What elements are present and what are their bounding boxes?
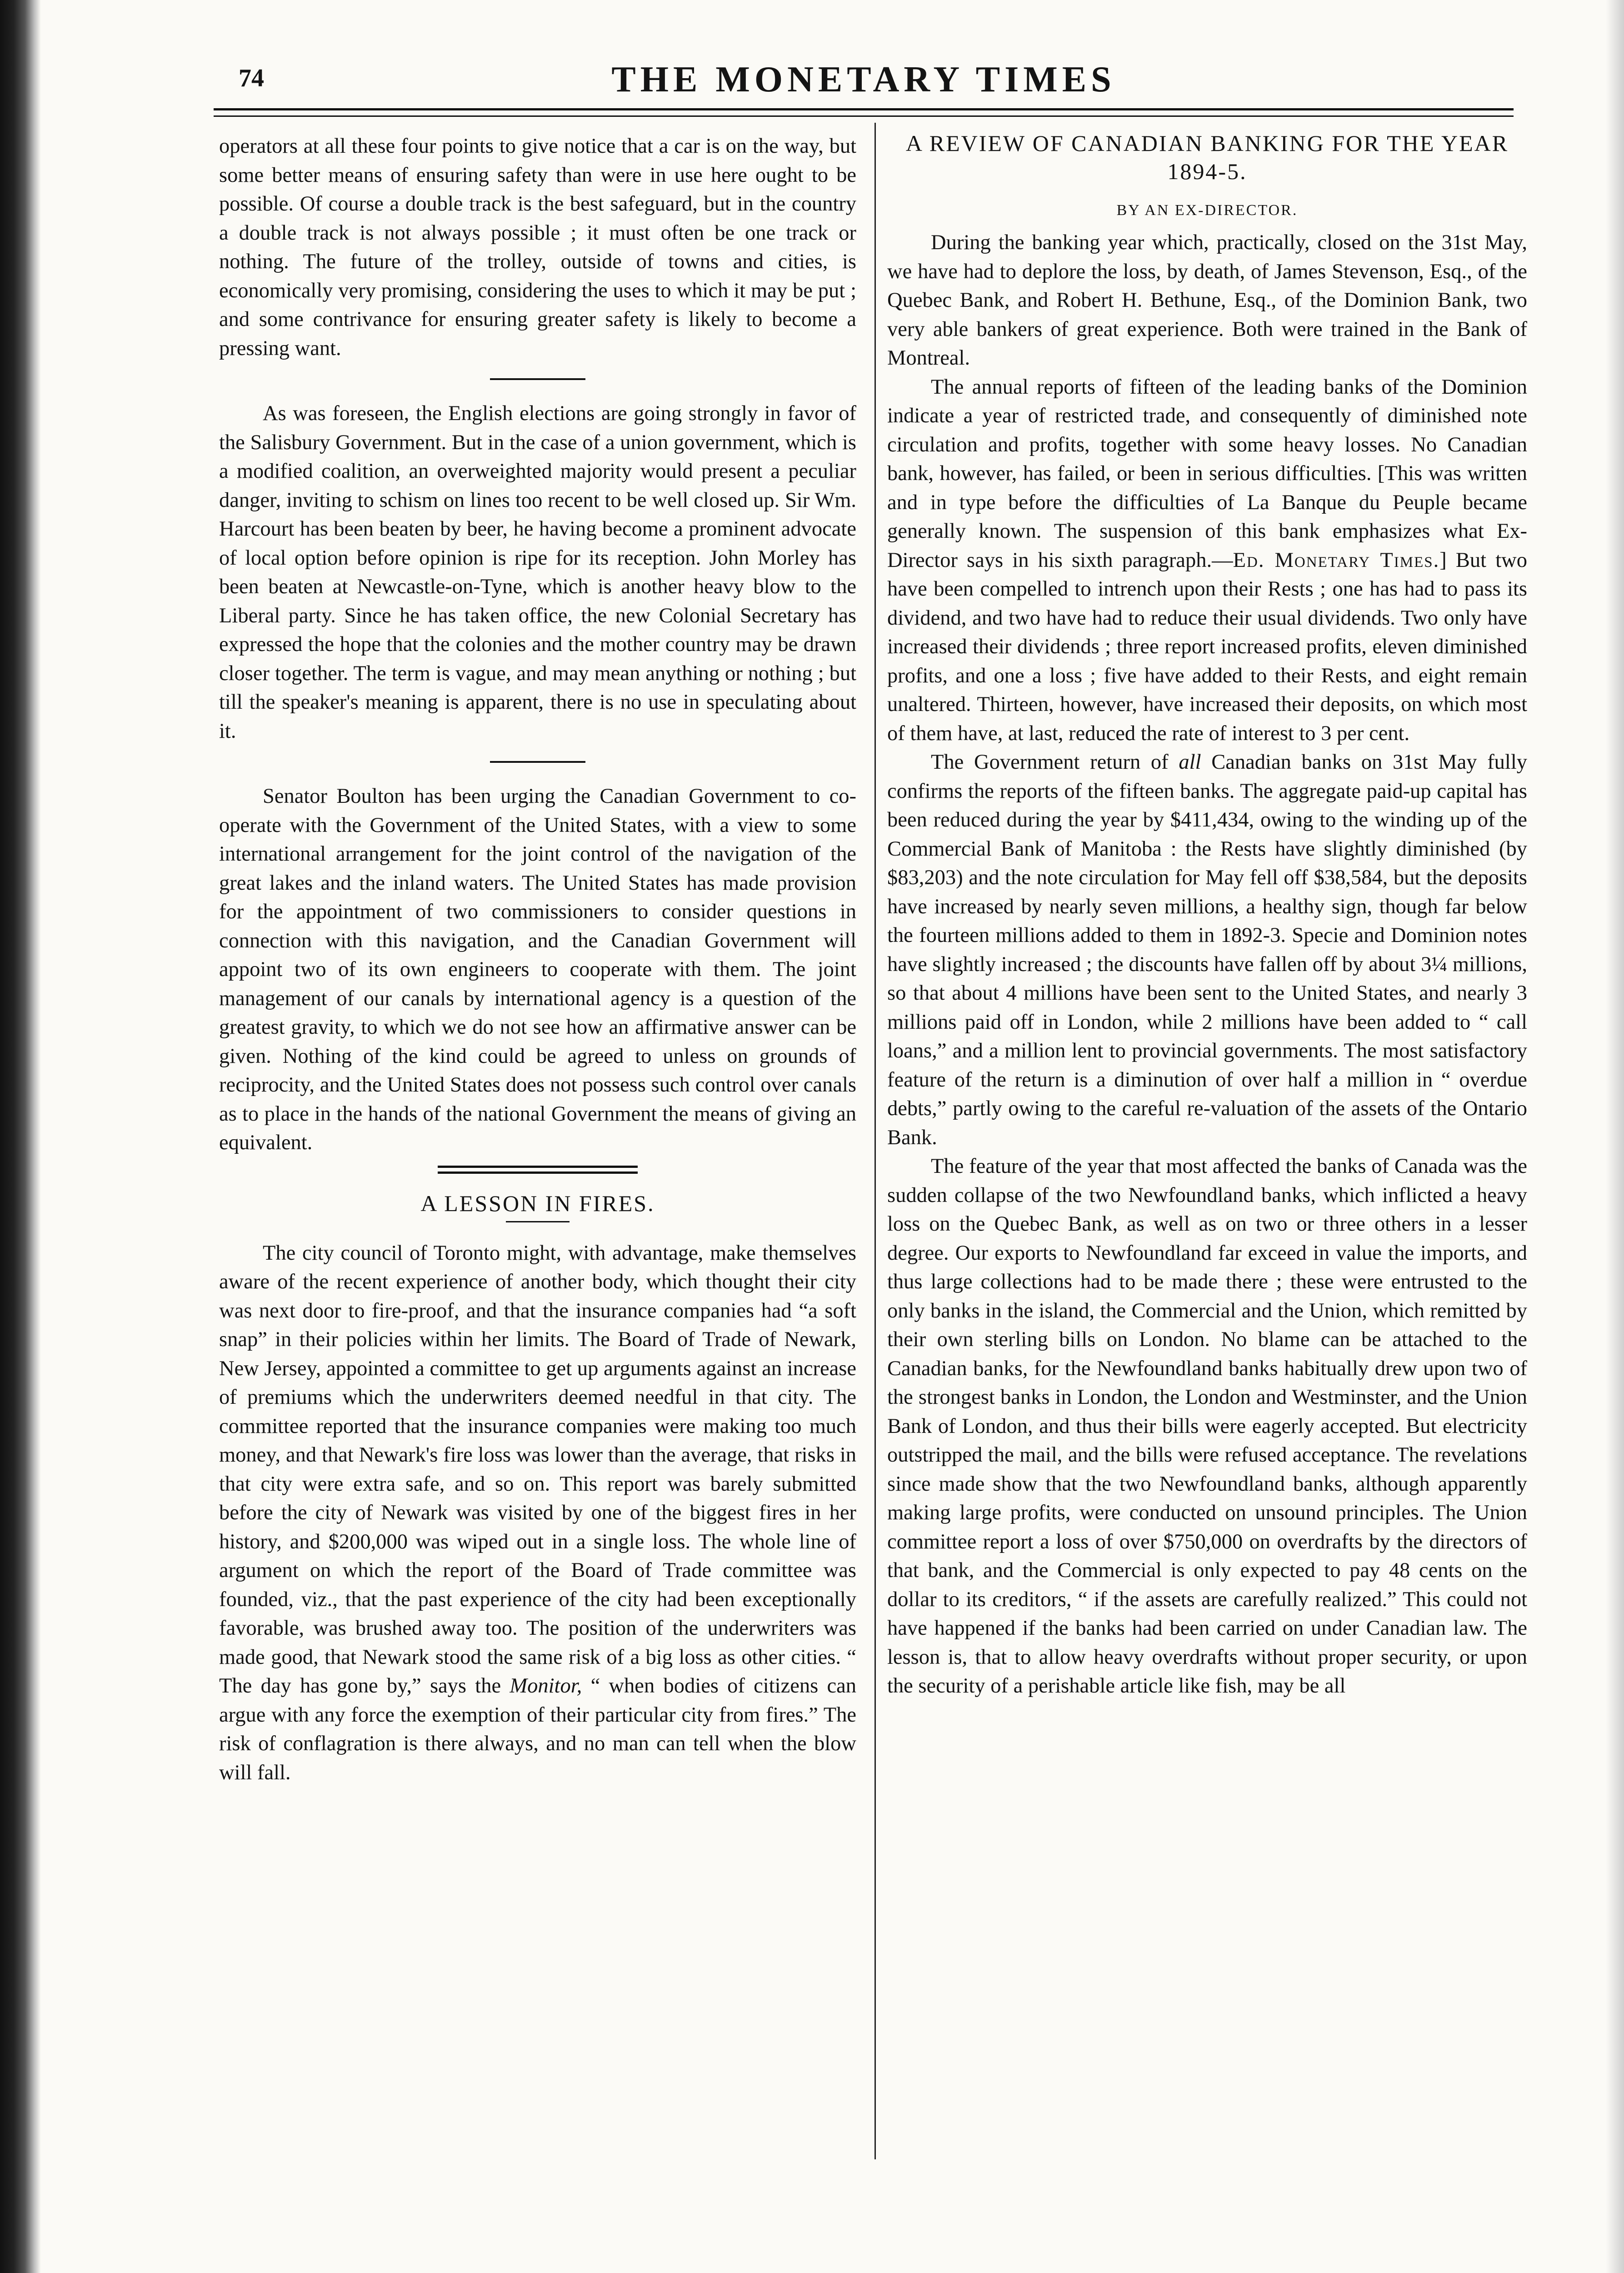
trolley-paragraph: operators at all these four points to give notice that a car is on the way, but some better means of ensuring safety than were in use here ought to be possible. Of course a double track is the best safeguard, but in the country a double track is not always possible ; it must often be one track or nothing. The future of the trolley, outside of towns and cities, is economically very promising, considering the uses to which it may be put ; and some contrivance for ensuring greater safety is likely to become a pressing want. — [219, 135, 856, 360]
column-divider — [874, 123, 876, 2159]
banking-paragraph-3 — [887, 748, 1527, 1152]
article-byline: BY AN EX-DIRECTOR. — [1116, 202, 1298, 219]
page-header — [218, 60, 1509, 109]
fires-paragraph — [219, 1239, 856, 1787]
banking-review-heading: A REVIEW OF CANADIAN BANKING FOR THE YEAR 1894-5. — [905, 130, 1509, 184]
header-rule-thick — [214, 108, 1514, 110]
banking-paragraph-1: During the banking year which, practically, closed on the 31st May, we have had to deplore the loss, by death, of James Stevenson, Esq., of the Quebec Bank, and Robert H. Bethune, Esq., of the Dominion Bank, two very able bankers of great experience. Both were trained in the Bank of Montreal. — [887, 231, 1527, 370]
english-elections-paragraph: As was foreseen, the English elections are going strongly in favor of the Salisbury Government. But in the case of a union government, which is a modified coalition, an overweighted majority would present a peculiar danger, inviting to schism on lines too recent to be well closed up. Sir Wm. Harcourt has been beaten by beer, he having become a prominent advocate of local option before opinion is ripe for its reception. John Morley has been beaten at Newcastle-on-Tyne, which is another heavy blow to the Liberal party. Since he has taken office, the new Colonial Secretary has expressed the hope that the colonies and the mother country may be drawn closer together. The term is vague, and may mean anything or nothing ; but till the speaker's meaning is apparent, there is no use in speculating about it. — [219, 402, 856, 743]
right-column — [887, 132, 1527, 1701]
fires-text-a: The city council of Toronto might, with advantage, make themselves aware of the recent experience of another body, which thought their city was next door to fire-proof, and that the insurance companies had “a soft snap” in their policies within her limits. The Board of Trade of Newark, New Jersey, appointed a committee to get up arguments against an increase of premiums which the underwriters deemed needful in that city. The committee reported that the insurance companies were making too much money, and that Newark's fire loss was lower than the average, that risks in that city were extra safe, and so on. This report was barely submitted before the city of Newark was visited by one of the biggest fires in her history, and $200,000 was wiped out in a single loss. The whole line of argument on which the report of the Board of Trade committee was founded, viz., that the past experience of the city had been exceptionally favorable, was brushed away too. The position of the underwriters was made good, that Newark stood the same risk of a big loss as other cities. “ The day has gone by,” says the — [219, 1241, 856, 1697]
banking-paragraph-4: The feature of the year that most affected the banks of Canada was the sudden collapse of the two Newfoundland banks, which inflicted a heavy loss on the Quebec Bank, as well as on two or three others in a lesser degree. Our exports to Newfoundland far exceed in value the imports, and thus large collections had to be made there ; these were entrusted to the only banks in the island, the Commercial and the Union, which remitted by their own sterling bills on London. No blame can be attached to the Canadian banks, for the Newfoundland banks habitually drew upon two of the strongest banks in London, the London and Westminster, and the Union Bank of London, and thus their bills were eagerly accepted. But electricity outstripped the mail, and the bills were refused acceptance. The revelations since made show that the two Newfoundland banks, although apparently making large profits, were conducted on unsound principles. The Union committee report a loss of over $750,000 on overdrafts by the directors of that bank, and the Commercial is only expected to pay 48 cents on the dollar to its creditors, “ if the assets are carefully realized.” This could not have happened if the banks had been carried on under Canadian law. The lesson is, that to allow heavy overdrafts without proper security, or upon the security of a perishable article like fish, may be all — [887, 1155, 1527, 1697]
page-right-edge — [1606, 0, 1624, 2273]
editor-note-signature: Ed. Monetary Times. — [1233, 548, 1440, 572]
banking-p2-text-a: The annual reports of fifteen of the leading banks of the Dominion indicate a year of restricted trade, and consequently of diminished note circulation and profits, together with some heavy losses. No Canadian bank, however, has failed, or been in serious difficulties. [This was written and in type before the difficulties of La Banque du Peuple became generally known. The suspension of this bank emphasizes what Ex-Director says in his sixth paragraph.— — [887, 375, 1527, 572]
article-double-rule — [438, 1166, 638, 1174]
fires-text-b: “ when bodies of citizens can argue with any force the exemption of their particular city from fires.” The risk of conflagration is there always, and no man can tell when the blow will fall. — [219, 1674, 856, 1784]
masthead-title: THE MONETARY TIMES — [611, 60, 1116, 100]
monitor-citation: Monitor, — [510, 1674, 582, 1697]
page-binding-edge — [0, 0, 41, 2273]
page-number: 74 — [239, 64, 264, 92]
fires-article-heading: A LESSON IN FIRES. — [420, 1190, 655, 1216]
heading-underline — [506, 1221, 570, 1222]
section-separator — [490, 378, 585, 380]
banking-p3-text-a: The Government return of — [931, 751, 1169, 774]
section-separator — [490, 761, 585, 763]
header-rule-thin — [214, 115, 1514, 117]
emphasis-all: all — [1179, 751, 1201, 774]
left-column — [219, 132, 856, 1787]
banking-p3-text-b: Canadian banks on 31st May fully confirms the reports of the fifteen banks. The aggregate paid-up capital has been reduced during the year by $411,434, owing to the winding up of the Commercial Bank of Manitoba : the Rests have slightly diminished (by $83,203) and the note circulation for May fell off $38,584, but the deposits have increased by nearly seven millions, a healthy sign, though far below the fourteen millions added to them in 1892-3. Specie and Dominion notes have slightly increased ; the discounts have fallen off by about 3¼ millions, so that about 4 millions have been sent to the United States, and nearly 3 millions paid off in London, while 2 millions have been added to “ call loans,” and a million lent to provincial governments. The most satisfactory feature of the return is a diminution of over half a million in “ overdue debts,” partly owing to the careful re-valuation of the assets of the Ontario Bank. — [887, 751, 1528, 1149]
banking-paragraph-2 — [887, 373, 1527, 748]
senator-boulton-paragraph: Senator Boulton has been urging the Canadian Government to co-operate with the Government of the United States, with a view to some international arrangement for the joint control of the navigation of the great lakes and the inland waters. The United States has made provision for the appointment of two commissioners to consider questions in connection with this navigation, and the Canadian Government will appoint two of its own engineers to cooperate with them. The joint management of our canals by international agency is a question of the greatest gravity, to which we do not see how an affirmative answer can be given. Nothing of the kind could be agreed to unless on grounds of reciprocity, and the United States does not possess such control over canals as to place in the hands of the national Government the means of giving an equivalent. — [219, 785, 856, 1154]
banking-p2-text-b: ] But two have been compelled to intrench upon their Rests ; one has had to pass its dividend, and two have had to reduce their usual dividends. Two only have increased their dividends ; three report increased profits, eleven diminished profits, and one a loss ; five have added to their Rests, and eight remain unaltered. Thirteen, however, have increased their deposits, on which most of them have, at last, reduced the rate of interest to 3 per cent. — [887, 548, 1527, 745]
